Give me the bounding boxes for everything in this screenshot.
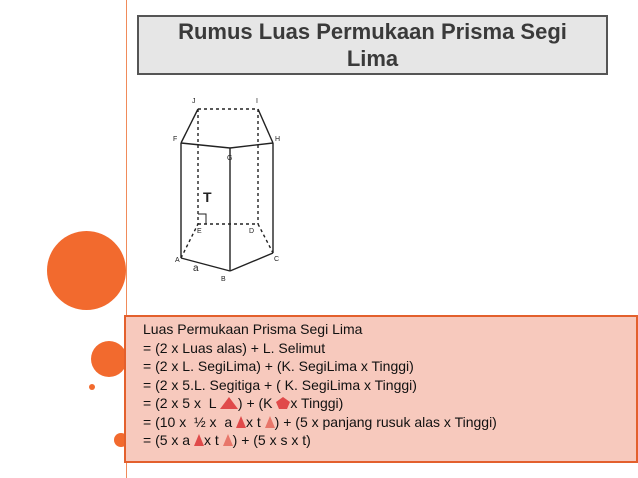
triangle-icon <box>220 397 238 409</box>
vertex-label: C <box>274 256 280 263</box>
triangle-icon <box>236 416 246 428</box>
decor-circle-medium <box>91 341 127 377</box>
formula-line: = (2 x Luas alas) + L. Selimut <box>143 339 326 356</box>
vertex-label: E <box>197 228 202 235</box>
vertex-label: H <box>275 136 281 143</box>
formula-text: = (10 x ½ x a <box>143 413 236 430</box>
triangle-icon <box>194 434 204 446</box>
triangle-icon <box>265 416 275 428</box>
formula-line: = (2 x 5.L. Segitiga + ( K. SegiLima x Tinggi) <box>143 376 417 393</box>
formula-text: = (5 x a <box>143 432 194 448</box>
formula-text: x t <box>246 413 265 430</box>
formula-text: = (2 x 5 x L <box>143 395 220 411</box>
formula-text: ) + (K <box>237 395 277 411</box>
pentagonal-prism-figure <box>170 90 288 286</box>
formula-line <box>143 413 636 432</box>
formula-box <box>124 315 638 463</box>
vertex-label: F <box>173 136 178 143</box>
vertex-label: J <box>192 98 196 105</box>
formula-line: Luas Permukaan Prisma Segi Lima <box>143 321 363 337</box>
vertex-label: A <box>175 257 180 264</box>
height-label: T <box>203 189 212 205</box>
formula-text: x Tinggi) <box>290 395 344 411</box>
vertex-label: I <box>256 98 258 105</box>
formula-text: x t <box>203 432 223 448</box>
formula-text: ) + (5 x s x t) <box>232 432 311 448</box>
triangle-icon <box>223 434 233 446</box>
vertex-label: B <box>221 276 226 283</box>
formula-text: ) + (5 x panjang rusuk alas x Tinggi) <box>274 413 497 430</box>
formula-line <box>143 394 636 413</box>
decor-circle-large <box>47 231 126 310</box>
pentagon-icon <box>276 397 290 409</box>
formula-line <box>143 431 636 450</box>
page-title: Rumus Luas Permukaan Prisma Segi Lima <box>137 15 608 75</box>
formula-line: = (2 x L. SegiLima) + (K. SegiLima x Tinggi) <box>143 358 414 374</box>
vertex-label: G <box>227 155 233 162</box>
vertex-label: D <box>249 228 255 235</box>
decor-circle-tiny <box>89 384 95 390</box>
edge-label: a <box>193 263 199 274</box>
